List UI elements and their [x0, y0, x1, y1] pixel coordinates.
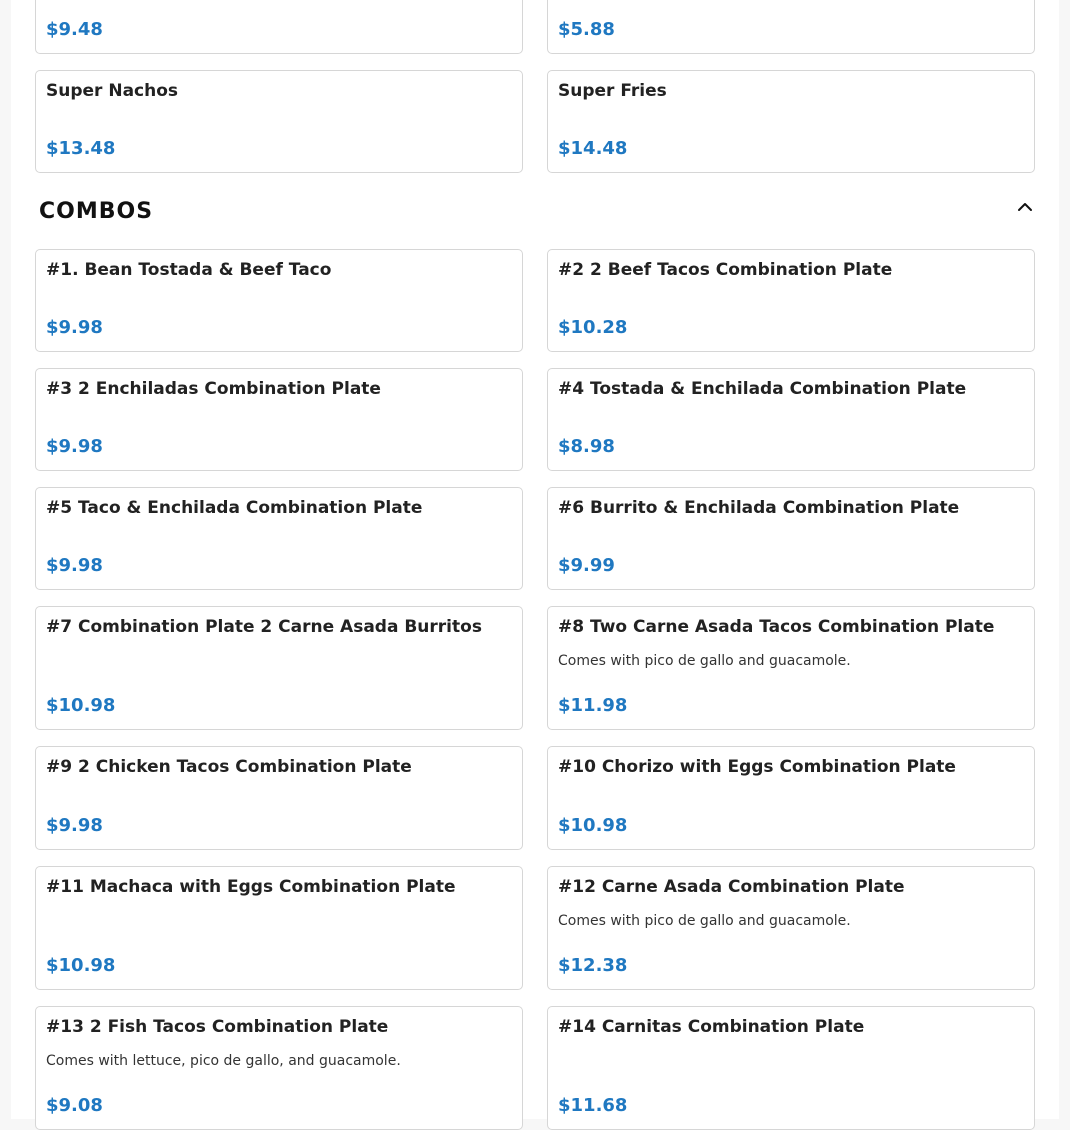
menu-item-card[interactable] [35, 70, 523, 173]
combo-item-card[interactable] [547, 746, 1035, 850]
combo-item-card[interactable] [35, 1006, 523, 1130]
combo-item-card[interactable] [547, 487, 1035, 590]
combo-item-name: #6 Burrito & Enchilada Combination Plate [558, 498, 960, 518]
combo-item-card[interactable] [547, 606, 1035, 730]
section-title: COMBOS [39, 199, 154, 224]
combo-item-description: Comes with pico de gallo and guacamole. [558, 653, 851, 669]
combo-item-name: #5 Taco & Enchilada Combination Plate [46, 498, 423, 518]
combo-item-price: $9.99 [558, 555, 615, 576]
combo-item-card[interactable] [35, 368, 523, 471]
combo-item-price: $9.98 [46, 815, 103, 836]
menu-item-price: $9.48 [46, 19, 103, 40]
combo-item-price: $9.08 [46, 1095, 103, 1116]
menu-item-name: Super Fries [558, 81, 667, 101]
menu-item-price: $13.48 [46, 138, 116, 159]
combo-item-name: #4 Tostada & Enchilada Combination Plate [558, 379, 967, 399]
menu-item-price: $5.88 [558, 19, 615, 40]
combo-item-card[interactable] [547, 368, 1035, 471]
combo-item-price: $9.98 [46, 436, 103, 457]
combo-item-name: #1. Bean Tostada & Beef Taco [46, 260, 332, 280]
menu-item-card[interactable] [35, 0, 523, 54]
combo-item-name: #9 2 Chicken Tacos Combination Plate [46, 757, 412, 777]
combo-item-price: $10.98 [46, 695, 116, 716]
combo-item-description: Comes with lettuce, pico de gallo, and guacamole. [46, 1053, 401, 1069]
section-collapse-toggle[interactable] [1014, 196, 1036, 218]
combo-item-name: #2 2 Beef Tacos Combination Plate [558, 260, 893, 280]
combo-item-card[interactable] [35, 249, 523, 352]
menu-page [11, 0, 1059, 1119]
menu-item-price: $14.48 [558, 138, 628, 159]
menu-item-card[interactable] [547, 70, 1035, 173]
chevron-up-icon [1017, 202, 1033, 212]
combo-item-name: #13 2 Fish Tacos Combination Plate [46, 1017, 389, 1037]
combo-item-name: #10 Chorizo with Eggs Combination Plate [558, 757, 956, 777]
combo-item-name: #11 Machaca with Eggs Combination Plate [46, 877, 456, 897]
combo-item-card[interactable] [547, 866, 1035, 990]
combo-item-price: $11.98 [558, 695, 628, 716]
combo-item-price: $11.68 [558, 1095, 628, 1116]
menu-item-name: Super Nachos [46, 81, 179, 101]
combo-item-card[interactable] [35, 746, 523, 850]
combo-item-price: $10.28 [558, 317, 628, 338]
combo-item-card[interactable] [35, 866, 523, 990]
combo-item-card[interactable] [35, 606, 523, 730]
combo-item-price: $9.98 [46, 317, 103, 338]
combo-item-name: #8 Two Carne Asada Tacos Combination Plate [558, 617, 995, 637]
combo-item-price: $10.98 [46, 955, 116, 976]
combo-item-card[interactable] [35, 487, 523, 590]
combo-item-price: $12.38 [558, 955, 628, 976]
combo-item-price: $8.98 [558, 436, 615, 457]
combo-item-price: $9.98 [46, 555, 103, 576]
combo-item-card[interactable] [547, 249, 1035, 352]
menu-item-card[interactable] [547, 0, 1035, 54]
combo-item-name: #7 Combination Plate 2 Carne Asada Burritos [46, 617, 482, 637]
combo-item-name: #3 2 Enchiladas Combination Plate [46, 379, 381, 399]
combo-item-card[interactable] [547, 1006, 1035, 1130]
combo-item-name: #14 Carnitas Combination Plate [558, 1017, 865, 1037]
combo-item-name: #12 Carne Asada Combination Plate [558, 877, 905, 897]
combo-item-price: $10.98 [558, 815, 628, 836]
combo-item-description: Comes with pico de gallo and guacamole. [558, 913, 851, 929]
